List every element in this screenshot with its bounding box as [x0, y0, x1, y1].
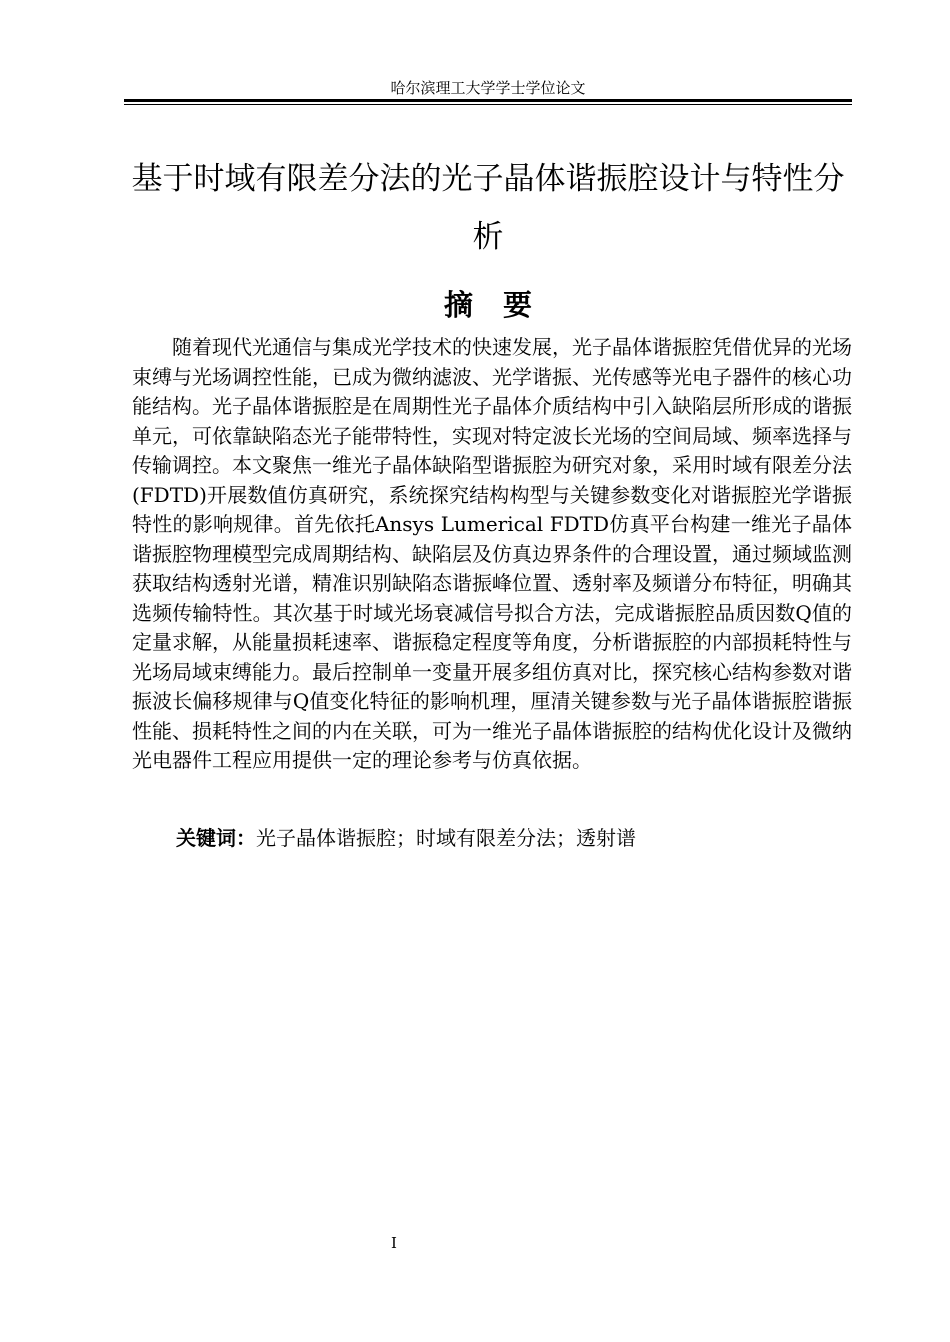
thesis-title: 基于时域有限差分法的光子晶体谐振腔设计与特性分析: [131, 161, 845, 255]
keywords-label: 关键词：: [176, 826, 256, 850]
abstract-body: 随着现代光通信与集成光学技术的快速发展，光子晶体谐振腔凭借优异的光场束缚与光场调控性能，已成为微纳滤波、光学谐振、光传感等光电子器件的核心功能结构。光子晶体谐振腔是在周期性光子晶体介质结构中引入缺陷层所形成的谐振单元，可依靠缺陷态光子能带特性，实现对特定波长光场的空间局域、频率选择与传输调控。本文聚焦一维光子晶体缺陷型谐振腔为研究对象，采用时域有限差分法(FDTD)开展数值仿真研究，系统探究结构构型与关键参数变化对谐振腔光学谐振特性的影响规律。首先依托Ansys Lumerical FDTD仿真平台构建一维光子晶体谐振腔物理模型完成周期结构、缺陷层及仿真边界条件的合理设置，通过频域监测获取结构透射光谱，精准识别缺陷态谐振峰位置、透射率及频谱分布特征，明确其选频传输特性。其次基于时域光场衰减信号拟合方法，完成谐振腔品质因数Q值的定量求解，从能量损耗速率、谐振稳定程度等角度，分析谐振腔的内部损耗特性与光场局域束缚能力。最后控制单一变量开展多组仿真对比，探究核心结构参数对谐振波长偏移规律与Q值变化特征的影响机理，厘清关键参数与光子晶体谐振腔谐振性能、损耗特性之间的内在关联，可为一维光子晶体谐振腔的结构优化设计及微纳光电器件工程应用提供一定的理论参考与仿真依据。: [132, 335, 852, 772]
keywords-line: [176, 824, 852, 854]
header-rule-thick: [124, 99, 852, 102]
keywords-text: 光子晶体谐振腔；时域有限差分法；透射谱: [256, 826, 636, 850]
page-number: I: [391, 1234, 397, 1252]
abstract-heading: 摘要: [443, 288, 562, 322]
running-header: 哈尔滨理工大学学士学位论文: [390, 79, 586, 97]
header-rule-thin: [124, 104, 852, 105]
